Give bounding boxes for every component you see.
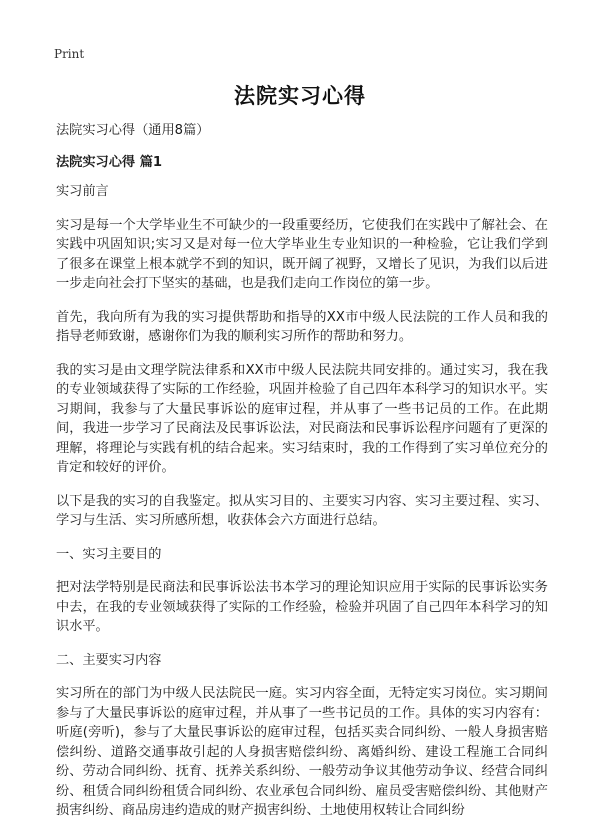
print-label: Print	[54, 47, 85, 61]
paragraph-thanks: 首先，我向所有为我的实习提供帮助和指导的XX市中级人民法院的工作人员和我的指导老师致谢，感谢你们为我的顺利实习所作的帮助和努力。	[56, 309, 548, 344]
section-heading: 法院实习心得 篇1	[56, 154, 163, 170]
paragraph-intro: 实习是每一个大学毕业生不可缺少的一段重要经历，它使我们在实践中了解社会、在实践中巩固知识;实习又是对每一位大学毕业生专业知识的一种检验，它让我们学到了很多在课堂上根本就学不到的知识，既开阔了视野，又增长了见识，为我们以后进一步走向社会打下坚实的基础，也是我们走向工作岗位的第一步。	[56, 217, 548, 291]
paragraph-arrangement: 我的实习是由文理学院法律系和XX市中级人民法院共同安排的。通过实习，我在我的专业领域获得了实际的工作经验，巩固并检验了自己四年本科学习的知识水平。实习期间，我参与了大量民事诉讼的庭审过程，并从事了一些书记员的工作。在此期间，我进一步学习了民商法及民事诉讼法，对民商法和民事诉讼程序问题有了更深的理解，将理论与实践有机的结合起来。实习结束时，我的工作得到了实习单位充分的肯定和较好的评价。	[56, 362, 548, 475]
section2-heading: 二、主要实习内容	[56, 652, 162, 668]
section2-text: 实习所在的部门为中级人民法院民一庭。实习内容全面，无特定实习岗位。实习期间参与了大量民事诉讼的庭审过程，并从事了一些书记员的工作。具体的实习内容有：听庭(旁听)，参与了大量民事诉讼的庭审过程，包括买卖合同纠纷、一般人身损害赔偿纠纷、道路交通事故引起的人身损害赔偿纠纷、离婚纠纷、建设工程施工合同纠纷、劳动合同纠纷、抚育、抚养关系纠纷、一般劳动争议其他劳动争议、经营合同纠纷、租赁合同纠纷租赁合同纠纷、农业承包合同纠纷、雇员受害赔偿纠纷、其他财产损害纠纷、商品房违约造成的财产损害纠纷、土地使用权转让合同纠纷	[56, 686, 548, 818]
document-subtitle: 法院实习心得（通用8篇）	[56, 123, 210, 138]
preface-label: 实习前言	[56, 184, 109, 199]
paragraph-summary: 以下是我的实习的自我鉴定。拟从实习目的、主要实习内容、实习主要过程、实习、学习与生活、实习所感所想，收获体会六方面进行总结。	[56, 493, 548, 528]
document-body	[56, 121, 548, 821]
section1-heading: 一、实习主要目的	[56, 546, 162, 562]
page-title: 法院实习心得	[234, 84, 366, 108]
section1-text: 把对法学特别是民商法和民事诉讼法书本学习的理论知识应用于实际的民事诉讼实务中去，在我的专业领域获得了实际的工作经验，检验并巩固了自己四年本科学习的知识水平。	[56, 580, 548, 634]
